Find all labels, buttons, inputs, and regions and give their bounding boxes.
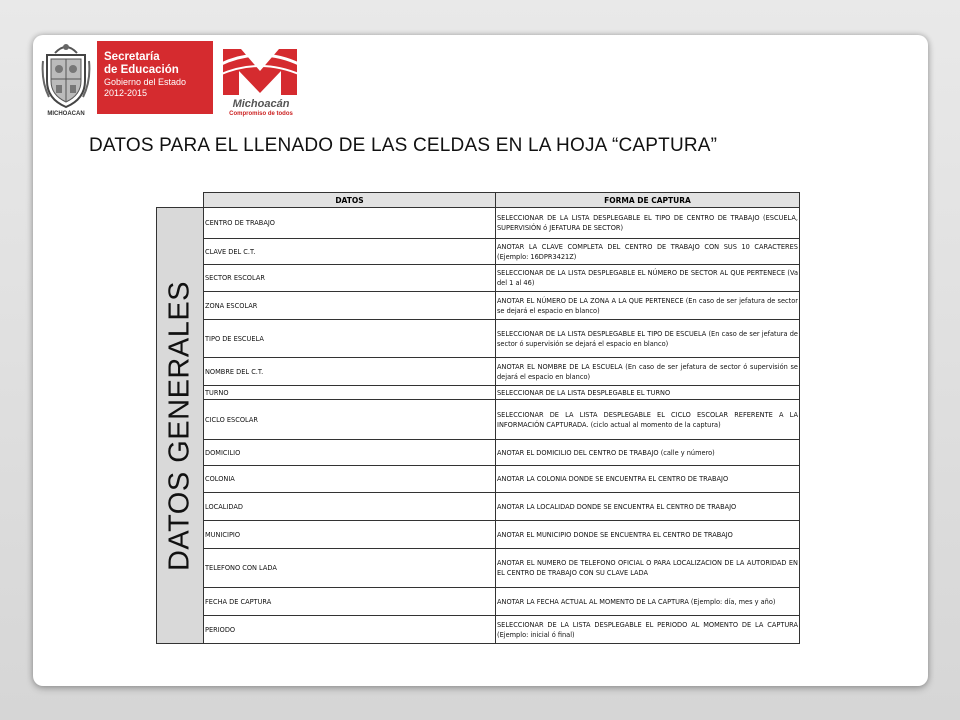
table-row (157, 549, 800, 588)
row-dato: TURNO (204, 386, 496, 400)
michoacan-logo (219, 41, 301, 117)
table-row (157, 265, 800, 292)
row-forma: ANOTAR EL NUMERO DE TELEFONO OFICIAL O PARA LOCALIZACION DE LA AUTORIDAD EN EL CENTRO DE TRABAJO CON SU CLAVE LADA (496, 549, 800, 588)
data-table-wrapper (156, 192, 799, 661)
table-row (157, 616, 800, 644)
row-dato: ZONA ESCOLAR (204, 292, 496, 320)
logo-line-4: 2012-2015 (104, 88, 148, 98)
row-forma: ANOTAR EL NÚMERO DE LA ZONA A LA QUE PERTENECE (En caso de ser jefatura de sector se dejará el espacio en blanco) (496, 292, 800, 320)
logo-line-2: de Educación (104, 64, 179, 76)
table-row (157, 386, 800, 400)
row-dato: CICLO ESCOLAR (204, 400, 496, 440)
table-row (157, 493, 800, 521)
row-forma: ANOTAR LA COLONIA DONDE SE ENCUENTRA EL CENTRO DE TRABAJO (496, 466, 800, 493)
row-forma: ANOTAR EL MUNICIPIO DONDE SE ENCUENTRA EL CENTRO DE TRABAJO (496, 521, 800, 549)
row-dato: COLONIA (204, 466, 496, 493)
row-dato: TIPO DE ESCUELA (204, 320, 496, 358)
page-title: DATOS PARA EL LLENADO DE LAS CELDAS EN LA HOJA “CAPTURA” (89, 135, 718, 156)
michoacan-seal-icon (41, 41, 91, 119)
row-forma: SELECCIONAR DE LA LISTA DESPLEGABLE EL PERIODO AL MOMENTO DE LA CAPTURA (Ejemplo: inicial ó final) (496, 616, 800, 644)
row-forma: SELECCIONAR DE LA LISTA DESPLEGABLE EL TIPO DE ESCUELA (En caso de ser jefatura de sector ó supervisión se dejará el espacio en blanco) (496, 320, 800, 358)
row-dato: FECHA DE CAPTURA (204, 588, 496, 616)
table-row (157, 400, 800, 440)
secretaria-educacion-logo (97, 41, 213, 114)
header-forma-de-captura: FORMA DE CAPTURA (496, 193, 800, 208)
row-forma: ANOTAR LA CLAVE COMPLETA DEL CENTRO DE TRABAJO CON SUS 10 CARACTERES (Ejemplo: 16DPR3421Z) (496, 239, 800, 265)
table-row (157, 320, 800, 358)
michoacan-m-icon (219, 41, 301, 99)
row-dato: MUNICIPIO (204, 521, 496, 549)
row-dato: PERIODO (204, 616, 496, 644)
logo-line-3: Gobierno del Estado (104, 77, 187, 87)
table-header-row (157, 193, 800, 208)
side-label-cell (157, 208, 204, 644)
header-empty-cell (157, 193, 204, 208)
seal-caption: MICHOACAN (47, 111, 85, 117)
michoacan-logo-name: Michoacán (232, 98, 290, 110)
row-forma: SELECCIONAR DE LA LISTA DESPLEGABLE EL TIPO DE CENTRO DE TRABAJO (ESCUELA, SUPERVISIÓN ó JEFATURA DE SECTOR) (496, 208, 800, 239)
table-row (157, 521, 800, 549)
table-row (157, 358, 800, 386)
row-forma: ANOTAR LA LOCALIDAD DONDE SE ENCUENTRA EL CENTRO DE TRABAJO (496, 493, 800, 521)
logo-line-1: Secretaría (104, 51, 160, 63)
michoacan-logo-tagline: Compromiso de todos (229, 111, 293, 117)
table-row (157, 292, 800, 320)
table-row (157, 588, 800, 616)
row-forma: SELECCIONAR DE LA LISTA DESPLEGABLE EL TURNO (496, 386, 800, 400)
row-dato: CLAVE DEL C.T. (204, 239, 496, 265)
row-dato: SECTOR ESCOLAR (204, 265, 496, 292)
row-forma: ANOTAR EL NOMBRE DE LA ESCUELA (En caso de ser jefatura de sector ó supervisión se dejará el espacio en blanco) (496, 358, 800, 386)
side-label: DATOS GENERALES (163, 280, 196, 571)
row-dato: TELEFONO CON LADA (204, 549, 496, 588)
table-row (157, 440, 800, 466)
slide (33, 35, 928, 686)
row-dato: NOMBRE DEL C.T. (204, 358, 496, 386)
table-row (157, 208, 800, 239)
row-dato: CENTRO DE TRABAJO (204, 208, 496, 239)
row-dato: DOMICILIO (204, 440, 496, 466)
data-table (156, 192, 800, 644)
row-forma: ANOTAR EL DOMICILIO DEL CENTRO DE TRABAJO (calle y número) (496, 440, 800, 466)
table-row (157, 466, 800, 493)
row-dato: LOCALIDAD (204, 493, 496, 521)
table-row (157, 239, 800, 265)
row-forma: SELECCIONAR DE LA LISTA DESPLEGABLE EL NÚMERO DE SECTOR AL QUE PERTENECE (Va del 1 al 46) (496, 265, 800, 292)
row-forma: ANOTAR LA FECHA ACTUAL AL MOMENTO DE LA CAPTURA (Ejemplo: día, mes y año) (496, 588, 800, 616)
header-datos: DATOS (204, 193, 496, 208)
row-forma: SELECCIONAR DE LA LISTA DESPLEGABLE EL CICLO ESCOLAR REFERENTE A LA INFORMACIÓN CAPTURADA. (ciclo actual al momento de la captura) (496, 400, 800, 440)
